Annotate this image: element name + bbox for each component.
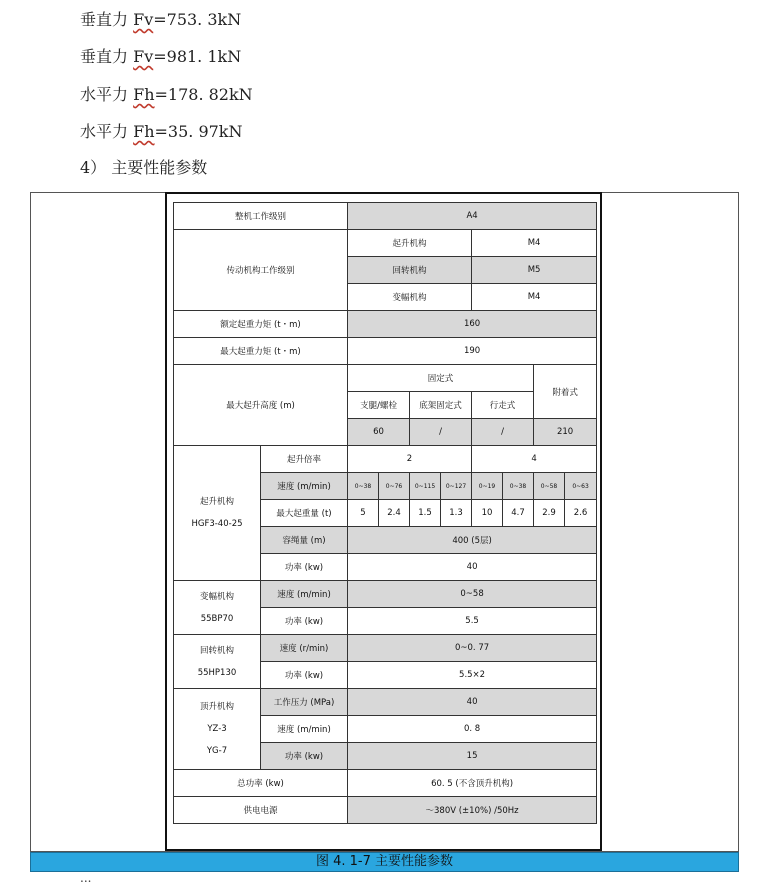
slewing-speed-value: 0~0. 77 — [348, 635, 597, 662]
luffing-name-line: 变幅机构 — [199, 591, 234, 602]
cutoff-text: ... — [80, 871, 92, 885]
luffing-name — [174, 581, 261, 635]
height-value: / — [410, 419, 472, 446]
power-supply-label: 供电电源 — [174, 797, 348, 824]
hoist-load-value: 10 — [472, 500, 503, 527]
slewing-power-label: 功率 (kw) — [261, 662, 348, 689]
spec-table-container — [165, 192, 602, 851]
hoist-ratio-value: 4 — [472, 446, 597, 473]
jacking-power-value: 15 — [348, 743, 597, 770]
hoist-power-label: 功率 (kw) — [261, 554, 348, 581]
mech-name: 变幅机构 — [348, 284, 472, 311]
mech-name: 回转机构 — [348, 257, 472, 284]
slewing-name — [174, 635, 261, 689]
table-row — [174, 689, 597, 716]
attached-label: 附着式 — [534, 365, 597, 419]
height-value: 210 — [534, 419, 597, 446]
max-moment-value: 190 — [348, 338, 597, 365]
luffing-power-label: 功率 (kw) — [261, 608, 348, 635]
para-value: =981. 1kN — [153, 47, 242, 66]
hoist-speed-value: 0~76 — [379, 473, 410, 500]
jacking-pressure-label: 工作压力 (MPa) — [261, 689, 348, 716]
table-row — [174, 230, 597, 257]
luffing-speed-label: 速度 (m/min) — [261, 581, 348, 608]
slewing-name-line: 回转机构 — [199, 645, 234, 656]
height-sub-label: 行走式 — [472, 392, 534, 419]
para-prefix: 垂直力 — [80, 10, 134, 29]
height-sub-label: 支腿/螺栓 — [348, 392, 410, 419]
hoist-rope-label: 容绳量 (m) — [261, 527, 348, 554]
para-symbol: Fh — [133, 85, 155, 104]
hoist-speed-value: 0~38 — [348, 473, 379, 500]
rated-moment-label: 额定起重力矩 (t・m) — [174, 311, 348, 338]
height-label: 最大起升高度 (m) — [174, 365, 348, 446]
para-symbol: Fh — [133, 122, 155, 141]
para-prefix: 水平力 — [80, 122, 134, 141]
hoist-load-value: 2.6 — [565, 500, 597, 527]
hoist-speed-value: 0~19 — [472, 473, 503, 500]
hoist-name-line: 起升机构 — [199, 497, 234, 507]
hoist-ratio-label: 起升倍率 — [261, 446, 348, 473]
machine-class-label: 整机工作级别 — [174, 203, 348, 230]
total-power-value: 60. 5 (不含顶升机构) — [348, 770, 597, 797]
hoist-speed-value: 0~58 — [534, 473, 565, 500]
hoist-speed-value: 0~115 — [410, 473, 441, 500]
hoist-speed-label: 速度 (m/min) — [261, 473, 348, 500]
jacking-power-label: 功率 (kw) — [261, 743, 348, 770]
hoist-speed-value: 0~127 — [441, 473, 472, 500]
para-prefix: 垂直力 — [80, 47, 134, 66]
spec-table — [173, 202, 597, 824]
power-supply-value: ～380V (±10%) /50Hz — [348, 797, 597, 824]
table-row — [174, 203, 597, 230]
mech-name: 起升机构 — [348, 230, 472, 257]
figure-caption: 图 4. 1-7 主要性能参数 — [30, 852, 739, 872]
mech-value: M5 — [472, 257, 597, 284]
hoist-speed-value: 0~38 — [503, 473, 534, 500]
slewing-speed-label: 速度 (r/min) — [261, 635, 348, 662]
table-row — [174, 770, 597, 797]
jacking-speed-label: 速度 (m/min) — [261, 716, 348, 743]
jacking-name — [174, 689, 261, 770]
para-value: =178. 82kN — [154, 85, 253, 104]
rated-moment-value: 160 — [348, 311, 597, 338]
table-row — [174, 797, 597, 824]
luffing-model-line: 55BP70 — [200, 613, 234, 624]
table-row — [174, 446, 597, 473]
hoist-load-value: 1.3 — [441, 500, 472, 527]
slewing-power-value: 5.5×2 — [348, 662, 597, 689]
para-symbol: Fv — [133, 10, 154, 29]
hoist-load-value: 4.7 — [503, 500, 534, 527]
paragraph-fh-2 — [80, 122, 243, 142]
machine-class-value: A4 — [348, 203, 597, 230]
para-value: =35. 97kN — [154, 122, 243, 141]
hoist-model-line: HGF3-40-25 — [191, 519, 243, 529]
hoist-load-value: 2.4 — [379, 500, 410, 527]
paragraph-fv-2 — [80, 47, 241, 67]
hoist-power-value: 40 — [348, 554, 597, 581]
luffing-speed-value: 0~58 — [348, 581, 597, 608]
table-row — [174, 338, 597, 365]
hoist-load-label: 最大起重量 (t) — [261, 500, 348, 527]
hoist-speed-value: 0~63 — [565, 473, 597, 500]
para-value: =753. 3kN — [153, 10, 242, 29]
hoist-load-value: 1.5 — [410, 500, 441, 527]
luffing-power-value: 5.5 — [348, 608, 597, 635]
jacking-pressure-value: 40 — [348, 689, 597, 716]
mech-class-label: 传动机构工作级别 — [174, 230, 348, 311]
jacking-speed-value: 0. 8 — [348, 716, 597, 743]
para-prefix: 水平力 — [80, 85, 134, 104]
table-row — [174, 311, 597, 338]
para-symbol: Fv — [133, 47, 154, 66]
table-row — [174, 365, 597, 392]
mech-value: M4 — [472, 284, 597, 311]
paragraph-fh-1 — [80, 85, 253, 105]
height-sub-label: 底架固定式 — [410, 392, 472, 419]
paragraph-fv-1 — [80, 10, 241, 30]
mech-value: M4 — [472, 230, 597, 257]
hoist-load-value: 5 — [348, 500, 379, 527]
total-power-label: 总功率 (kw) — [174, 770, 348, 797]
hoist-load-value: 2.9 — [534, 500, 565, 527]
slewing-model-line: 55HP130 — [197, 667, 237, 678]
hoist-ratio-value: 2 — [348, 446, 472, 473]
fixed-label: 固定式 — [348, 365, 534, 392]
section-heading: 4） 主要性能参数 — [80, 158, 208, 177]
height-value: / — [472, 419, 534, 446]
jacking-model-line: YZ-3 — [207, 724, 227, 734]
jacking-model-line: YG-7 — [206, 746, 228, 756]
table-row — [174, 635, 597, 662]
max-moment-label: 最大起重力矩 (t・m) — [174, 338, 348, 365]
height-value: 60 — [348, 419, 410, 446]
jacking-name-line: 顶升机构 — [199, 702, 234, 712]
hoist-name — [174, 446, 261, 581]
table-row — [174, 581, 597, 608]
hoist-rope-value: 400 (5层) — [348, 527, 597, 554]
